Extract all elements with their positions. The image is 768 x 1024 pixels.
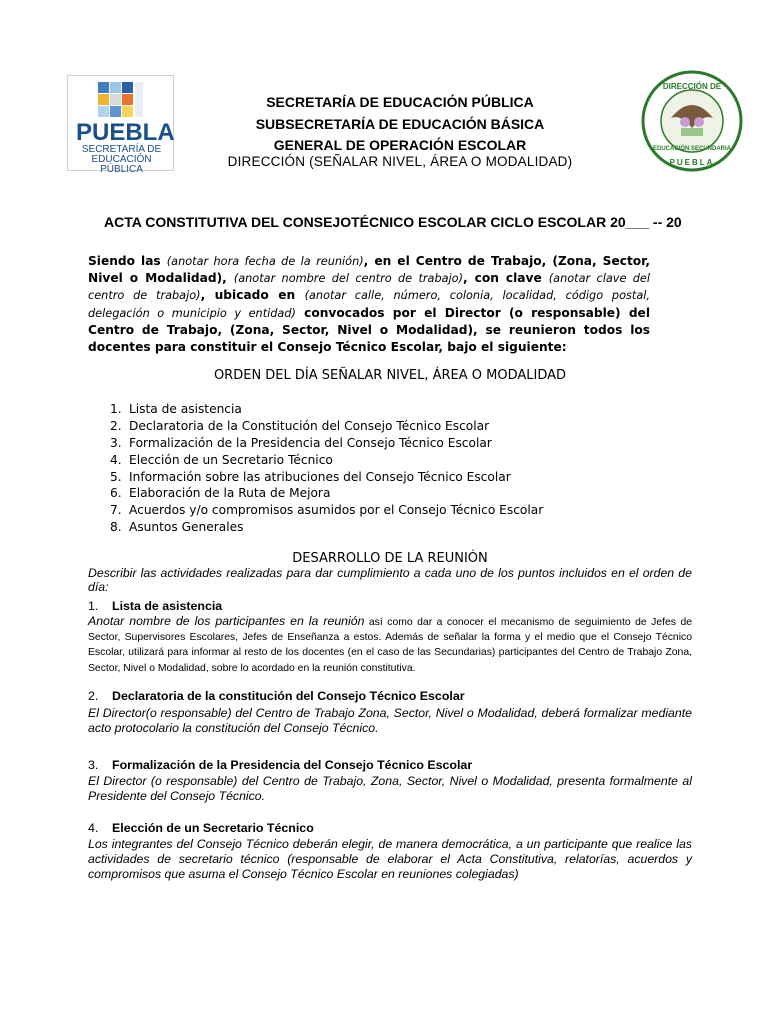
agenda-item: 8. Asuntos Generales: [110, 520, 244, 535]
agenda-item: 3. Formalización de la Presidencia del Consejo Técnico Escolar: [110, 435, 492, 450]
agenda-list: [104, 401, 584, 536]
puebla-logo-subtitle: SECRETARÍA DE EDUCACIÓN PÚBLICA: [81, 144, 162, 175]
agenda-item: 5. Información sobre las atribuciones del Consejo Técnico Escolar: [110, 469, 511, 484]
section-body: El Director (o responsable) del Centro de Trabajo, Zona, Sector, Nivel o Modalidad, presenta formalmente al Presidente del Consejo Técnico.: [88, 774, 692, 803]
section-heading: 2. Declaratoria de la constitución del Consejo Técnico Escolar: [88, 689, 465, 703]
seal-arc-text: EDUCACIÓN SECUNDARIA: [652, 146, 732, 152]
header-line-4: DIRECCIÓN (SEÑALAR NIVEL, ÁREA O MODALIDAD): [227, 154, 573, 169]
seal-top-text: DIRECCIÓN DE: [662, 82, 722, 91]
puebla-sep-logo: [67, 75, 175, 175]
acta-title: ACTA CONSTITUTIVA DEL CONSEJOTÉCNICO ESCOLAR CICLO ESCOLAR 20___ -- 20: [104, 214, 682, 230]
section-heading: 1. Lista de asistencia: [88, 599, 223, 613]
section-heading: 4. Elección de un Secretario Técnico: [88, 821, 314, 835]
orden-del-dia-title: ORDEN DEL DÍA SEÑALAR NIVEL, ÁREA O MODALIDAD: [213, 368, 567, 383]
section-heading: 3. Formalización de la Presidencia del Consejo Técnico Escolar: [88, 758, 473, 772]
header-line-2: SUBSECRETARÍA DE EDUCACIÓN BÁSICA: [255, 116, 545, 132]
header-line-3: GENERAL DE OPERACIÓN ESCOLAR: [273, 137, 527, 153]
intro-paragraph: Siendo las (anotar hora fecha de la reunión), en el Centro de Trabajo, (Zona, Sector, Nivel o Modalidad), (anotar nombre del centro de trabajo), con clave (anotar clave del centro de trabajo), ubicado en (anotar calle, número, colonia, localidad, código postal, delegación o municipio y entidad) convocados por el Director (o responsable) del Centro de Trabajo, (Zona, Sector, Nivel o Modalidad), se reunieron todos los docentes para constituir el Consejo Técnico Escolar, bajo el siguiente:: [88, 254, 651, 355]
agenda-item: 7. Acuerdos y/o compromisos asumidos por el Consejo Técnico Escolar: [110, 503, 544, 518]
seal-bottom-text: PUEBLA: [669, 158, 715, 167]
secundaria-seal-logo: [641, 70, 743, 172]
desarrollo-instructions: Describir las actividades realizadas para dar cumplimiento a cada uno de los puntos incluidos en el orden de día:: [88, 566, 692, 594]
puebla-logo-word: PUEBLA: [76, 119, 175, 146]
agenda-item: 4. Elección de un Secretario Técnico: [110, 452, 333, 467]
desarrollo-title: DESARROLLO DE LA REUNIÓN: [292, 551, 488, 566]
seal-emblem-icon: [641, 70, 743, 172]
agenda-item: 6. Elaboración de la Ruta de Mejora: [110, 486, 331, 501]
header-line-1: SECRETARÍA DE EDUCACIÓN PÚBLICA: [266, 94, 534, 110]
section-body: El Director(o responsable) del Centro de Trabajo Zona, Sector, Nivel o Modalidad, deberá formalizar mediante acto protocolario la constitución del Consejo Técnico.: [88, 706, 692, 735]
agenda-item: 2. Declaratoria de la Constitución del Consejo Técnico Escolar: [110, 418, 490, 433]
section-body: Anotar nombre de los participantes en la reunión así como dar a conocer el mecanismo de seguimiento de Jefes de Sector, Supervisores Escolares, Jefes de Enseñanza a estos. Además de señalar la forma y el medio que el Consejo Técnico Escolar, utilizará para informar al resto de los docentes (en el caso de las Secundarias) participantes del Centro de Trabajo Zona, Sector, Nivel o Modalidad, sobre lo acordado en la reunión constitutiva.: [88, 614, 693, 674]
section-body: Los integrantes del Consejo Técnico deberán elegir, de manera democrática, a un participante que realice las actividades de secretario técnico (responsable de elaborar el Acta Constitutiva, relatorías, acuerdos y compromisos que asuma el Consejo Técnico Escolar en reuniones colegiadas): [88, 837, 692, 881]
agenda-item: 1. Lista de asistencia: [110, 402, 242, 416]
